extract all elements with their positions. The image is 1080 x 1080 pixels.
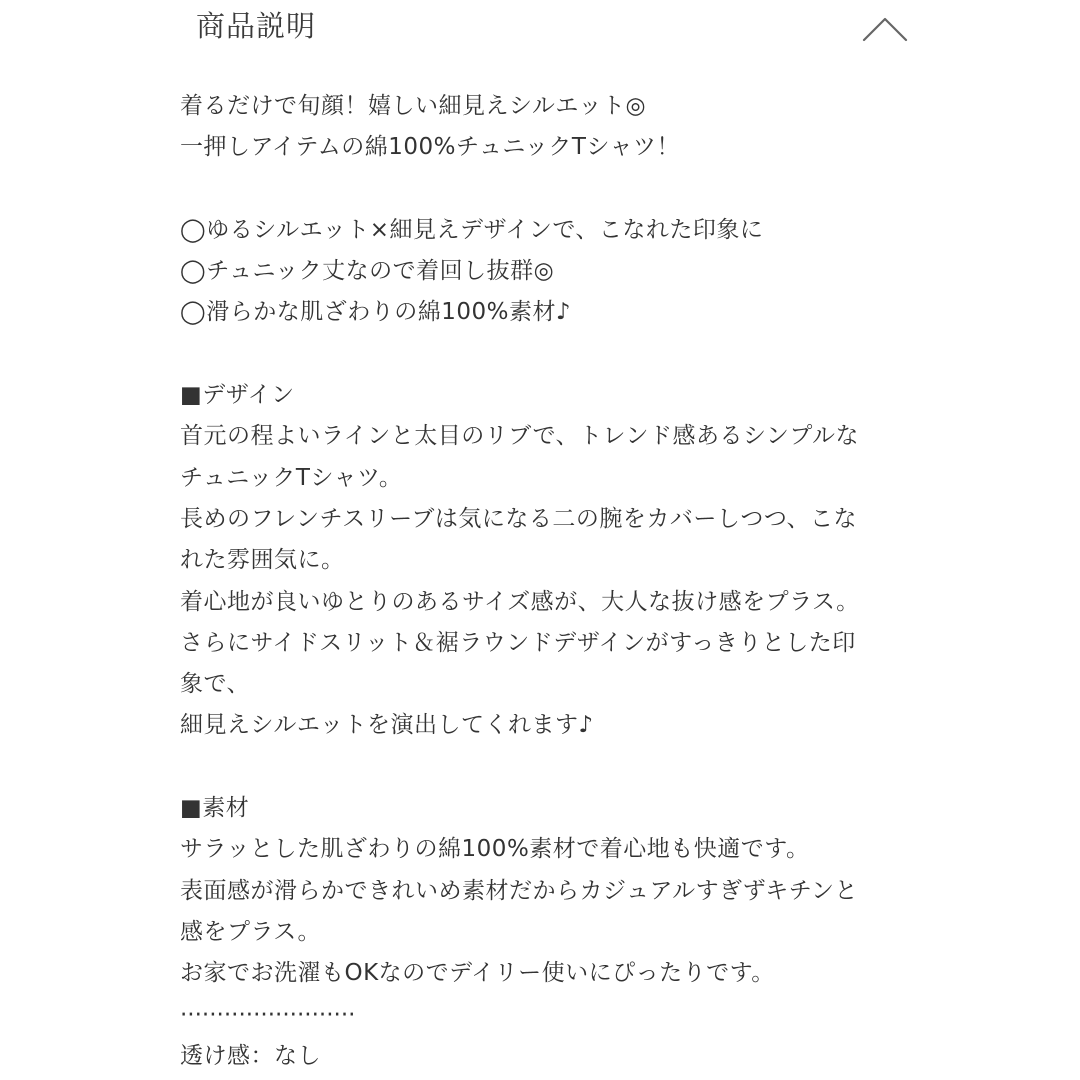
description-line: 着心地が良いゆとりのあるサイズ感が、大人な抜け感をプラス。 bbox=[180, 588, 860, 615]
description-line: 一押しアイテムの綿100%チュニックTシャツ！ bbox=[180, 134, 681, 161]
collapse-toggle-button[interactable] bbox=[852, 4, 918, 52]
description-heading-material: ■素材 bbox=[180, 795, 250, 822]
description-line: れた雰囲気に。 bbox=[180, 547, 345, 574]
description-blank-line bbox=[180, 334, 900, 375]
description-line: チュニックTシャツ。 bbox=[180, 464, 403, 491]
dotted-divider: ························ bbox=[180, 1001, 356, 1028]
description-line: 首元の程よいラインと太目のリブで、トレンド感あるシンプルな bbox=[180, 423, 859, 450]
product-description bbox=[180, 86, 900, 1077]
description-line: お家でお洗濯もOKなのでデイリー使いにぴったりです。 bbox=[180, 960, 775, 987]
description-line: 表面感が滑らかできれいめ素材だからカジュアルすぎずキチンと bbox=[180, 877, 859, 904]
description-heading-design: ■デザイン bbox=[180, 382, 295, 409]
description-line: 象で、 bbox=[180, 671, 251, 698]
description-line: サラッとした肌ざわりの綿100%素材で着心地も快適です。 bbox=[180, 836, 810, 863]
description-line: ◯滑らかな肌ざわりの綿100%素材♪ bbox=[180, 299, 572, 326]
chevron-up-icon bbox=[862, 14, 908, 42]
description-line: 感をプラス。 bbox=[180, 918, 321, 945]
description-line: ◯チュニック丈なので着回し抜群◎ bbox=[180, 258, 555, 285]
description-line: 着るだけで旬顔！嬉しい細見えシルエット◎ bbox=[180, 93, 647, 119]
description-line: さらにサイドスリット＆裾ラウンドデザインがすっきりとした印 bbox=[180, 629, 856, 656]
description-line: 長めのフレンチスリーブは気になる二の腕をカバーしつつ、こな bbox=[180, 505, 858, 532]
section-header[interactable] bbox=[0, 0, 1080, 60]
description-blank-line bbox=[180, 747, 900, 788]
description-line: 透け感：なし bbox=[180, 1042, 321, 1069]
description-blank-line bbox=[180, 169, 900, 210]
description-line: 細見えシルエットを演出してくれます♪ bbox=[180, 712, 594, 739]
description-line: ◯ゆるシルエット×細見えデザインで、こなれた印象に bbox=[180, 216, 764, 243]
section-title: 商品説明 bbox=[196, 9, 317, 43]
